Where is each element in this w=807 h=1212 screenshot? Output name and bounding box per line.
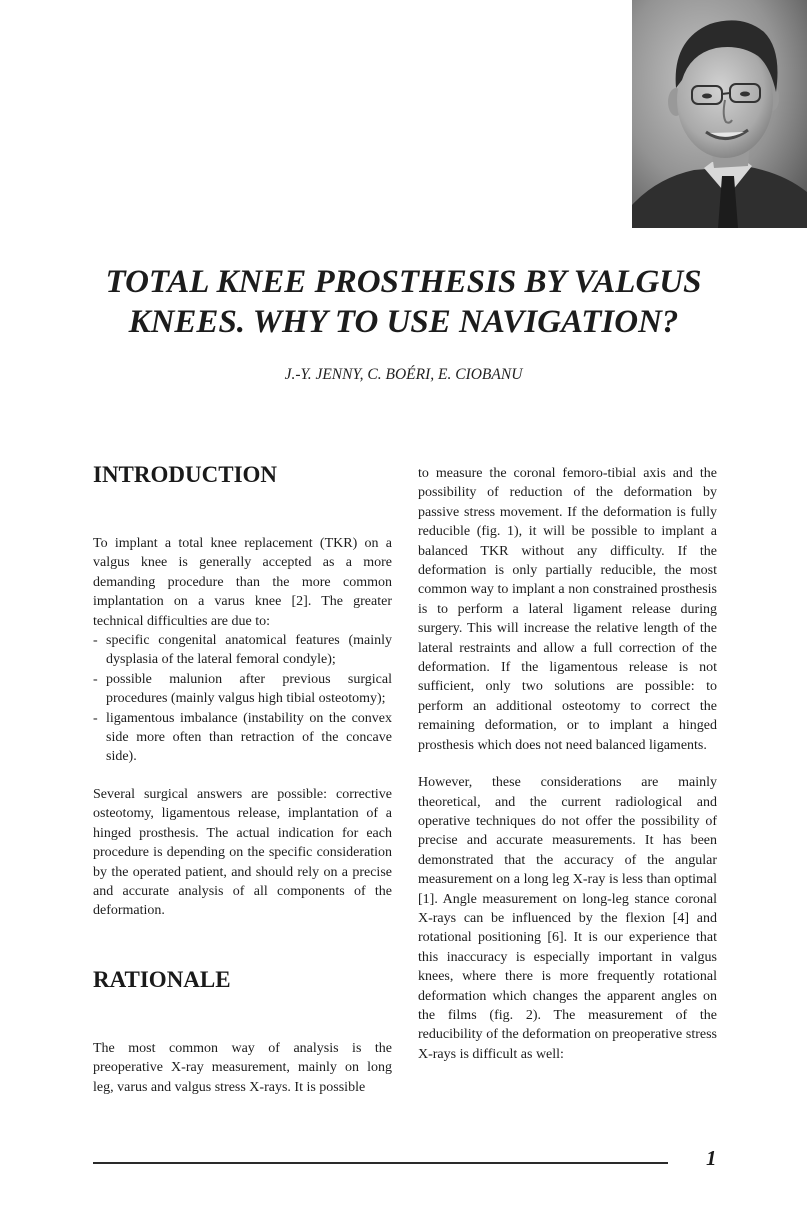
list-item bbox=[93, 709, 392, 767]
title-line-1: TOTAL KNEE PROSTHESIS BY VALGUS bbox=[105, 264, 702, 300]
article-title bbox=[0, 262, 807, 342]
left-column bbox=[93, 460, 392, 1097]
footer-rule bbox=[93, 1162, 668, 1164]
list-dash: - bbox=[93, 671, 98, 687]
title-line-2: KNEES. WHY TO USE NAVIGATION? bbox=[128, 304, 679, 340]
rationale-paragraph-1: The most common way of analysis is the preoperative X-ray measurement, mainly on long leg, varus and valgus stress X-rays. It is possible bbox=[93, 1040, 392, 1095]
rationale-paragraph-3: However, these considerations are mainly theoretical, and the current radiological and operative techniques do not offer the possibility of precise and accurate measurements. It has been demonstrated that the accuracy of the angular measurement on a long leg X-ray is less than optimal [1]. Angle measurement on long-leg stance coronal X-rays can be influenced by the flexion [4] and rotational positioning [6]. It is our experience that this inaccuracy is especially important in valgus knees, where there is more frequently rotational deformation which changes the apparent angles on the films (fig. 2). The measurement of the reducibility of the deformation on preoperative stress X-rays is difficult as well: bbox=[418, 775, 717, 1062]
page-number: 1 bbox=[706, 1146, 717, 1170]
introduction-paragraph-1: To implant a total knee replacement (TKR) on a valgus knee is generally accepted as a more demanding procedure than the more common implantation on a varus knee [2]. The greater technical difficulties are due to: bbox=[93, 536, 392, 629]
list-item bbox=[93, 670, 392, 709]
list-item-text: possible malunion after previous surgical procedures (mainly valgus high tibial osteotomy); bbox=[106, 671, 392, 707]
right-column bbox=[418, 464, 717, 1064]
list-dash: - bbox=[93, 633, 98, 649]
author-photo bbox=[632, 0, 807, 228]
difficulty-list bbox=[93, 631, 392, 767]
rationale-heading: RATIONALE bbox=[93, 966, 231, 992]
rationale-paragraph-2: to measure the coronal femoro-tibial axis and the possibility of reduction of the deformation by passive stress movement. If the deformation is fully reducible (fig. 1), it will be possible to implant a balanced TKR without any difficulty. If the deformation is only partially reducible, the most common way to implant a non constrained prosthesis is to perform a lateral ligament release during surgery. This will increase the relative length of the lateral restraints and allow a full correction of the deformation. If the ligamentous release is not sufficient, only two solutions are possible: to perform an additional osteotomy to correct the remaining deformation, or to implant a hinged prosthesis which does not need balanced ligaments. bbox=[418, 466, 717, 753]
list-item-text: ligamentous imbalance (instability on the convex side more often than retraction of the concave side). bbox=[106, 710, 392, 765]
list-dash: - bbox=[93, 710, 98, 726]
list-item bbox=[93, 631, 392, 670]
author-portrait-image bbox=[632, 0, 807, 228]
list-item-text: specific congenital anatomical features (mainly dysplasia of the lateral femoral condyle); bbox=[106, 633, 392, 668]
author-list: J.-Y. JENNY, C. BOÉRI, E. CIOBANU bbox=[284, 366, 523, 383]
introduction-heading: INTRODUCTION bbox=[93, 462, 278, 487]
introduction-paragraph-2: Several surgical answers are possible: corrective osteotomy, ligamentous release, implantation of a hinged prosthesis. The actual indication for each procedure is depending on the specific consideration by the operated patient, and should rely on a precise and accurate analysis of all components of the deformation. bbox=[93, 786, 392, 919]
